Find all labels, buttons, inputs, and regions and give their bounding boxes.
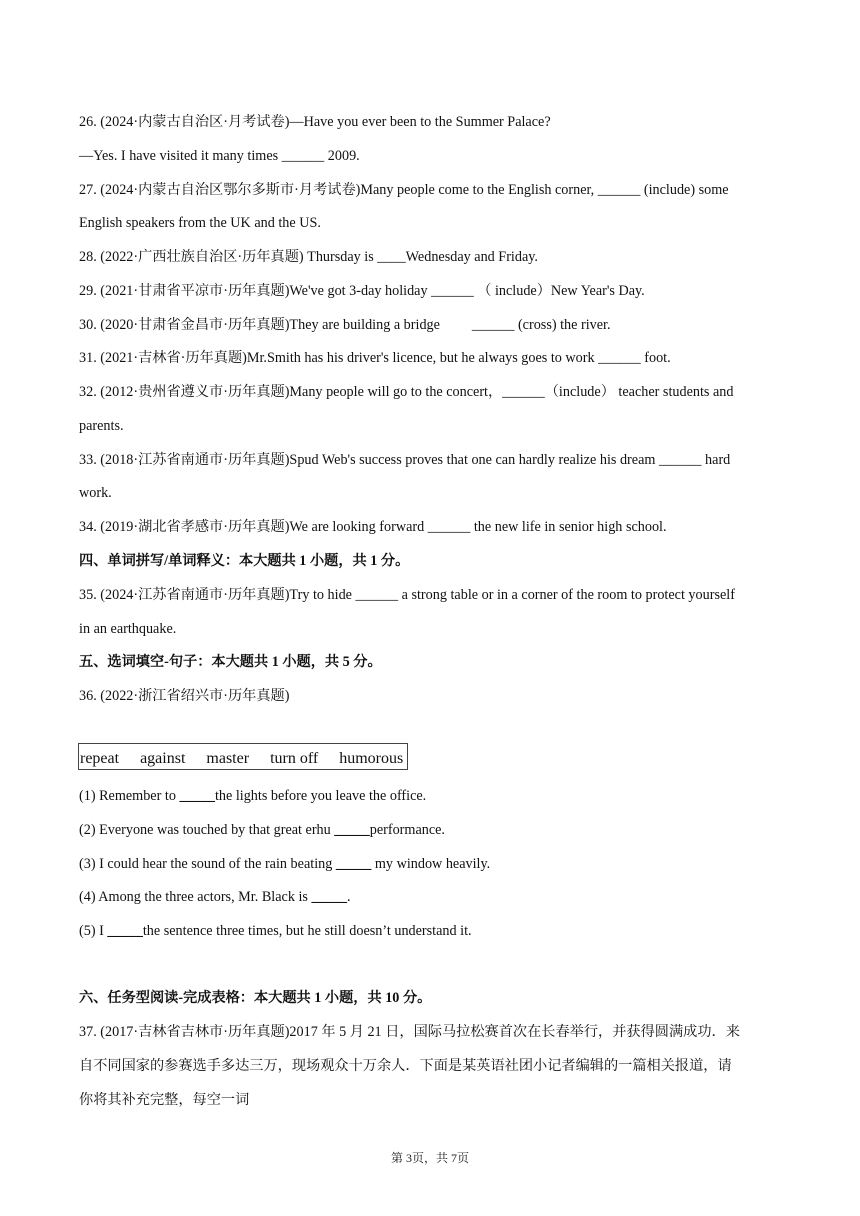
- question-37-line-1: 37. (2017·吉林省吉林市·历年真题)2017 年 5 月 21 日，国际马拉松赛首次在长春举行，并获得圆满成功．来: [79, 1024, 740, 1040]
- answer-blank: _____: [107, 923, 143, 939]
- question-36-item-1: (1) Remember to _____the lights before you leave the office.: [79, 788, 427, 804]
- question-30: 30. (2020·甘肃省金昌市·历年真题)They are building a bridge ______ (cross) the river.: [79, 317, 611, 333]
- page-footer: 第 3页，共 7页: [390, 1151, 469, 1165]
- word-bank-item: against: [140, 750, 186, 767]
- word-bank-item: turn off: [270, 750, 319, 767]
- question-36-item-2: (2) Everyone was touched by that great erhu _____performance.: [79, 822, 445, 838]
- question-36-source: 36. (2022·浙江省绍兴市·历年真题): [79, 688, 290, 704]
- question-27-line-1: 27. (2024·内蒙古自治区鄂尔多斯市·月考试卷)Many people come to the English corner, ______ (include) some: [79, 182, 729, 198]
- question-28: 28. (2022·广西壮族自治区·历年真题) Thursday is ____Wednesday and Friday.: [79, 249, 538, 265]
- question-36-item-3: (3) I could hear the sound of the rain beating _____ my window heavily.: [79, 856, 491, 872]
- section-6-heading: 六、任务型阅读-完成表格：本大题共 1 小题，共 10 分。: [79, 990, 432, 1006]
- question-26-line-2: —Yes. I have visited it many times ______ 2009.: [79, 148, 360, 164]
- answer-blank: _____: [334, 822, 370, 838]
- question-32-line-1: 32. (2012·贵州省遵义市·历年真题)Many people will go to the concert，______（include） teacher students and: [79, 384, 734, 400]
- question-37-line-3: 你将其补充完整，每空一词: [79, 1092, 250, 1108]
- answer-blank: _____: [335, 856, 372, 872]
- question-29: 29. (2021·甘肃省平凉市·历年真题)We've got 3-day holiday ______ （ include）New Year's Day.: [79, 283, 645, 299]
- word-bank-box: [78, 743, 408, 770]
- word-bank-item: humorous: [339, 750, 404, 767]
- question-31: 31. (2021·吉林省·历年真题)Mr.Smith has his driver's licence, but he always goes to work ______ foot.: [79, 350, 671, 366]
- question-35-line-1: 35. (2024·江苏省南通市·历年真题)Try to hide ______ a strong table or in a corner of the room to protect yourself: [79, 587, 735, 603]
- question-26-line-1: 26. (2024·内蒙古自治区·月考试卷)—Have you ever been to the Summer Palace?: [79, 114, 551, 130]
- answer-blank: _____: [311, 889, 347, 905]
- word-bank-item: master: [206, 750, 250, 767]
- section-5-heading: 五、选词填空-句子：本大题共 1 小题，共 5 分。: [79, 654, 382, 670]
- question-33-line-2: work.: [79, 485, 112, 501]
- word-bank-item: repeat: [80, 750, 120, 767]
- question-35-line-2: in an earthquake.: [79, 621, 177, 637]
- answer-blank: _____: [179, 788, 215, 804]
- question-34: 34. (2019·湖北省孝感市·历年真题)We are looking forward ______ the new life in senior high school.: [79, 519, 667, 535]
- question-27-line-2: English speakers from the UK and the US.: [79, 215, 321, 231]
- question-37-line-2: 自不同国家的参赛选手多达三万，现场观众十万余人．下面是某英语社团小记者编辑的一篇相关报道，请: [79, 1058, 732, 1074]
- section-4-heading: 四、单词拼写/单词释义：本大题共 1 小题，共 1 分。: [79, 553, 410, 569]
- question-32-line-2: parents.: [79, 418, 124, 434]
- question-33-line-1: 33. (2018·江苏省南通市·历年真题)Spud Web's success proves that one can hardly realize his dream ______ hard: [79, 452, 731, 468]
- question-36-item-4: (4) Among the three actors, Mr. Black is _____.: [79, 889, 351, 905]
- question-36-item-5: (5) I _____the sentence three times, but he still doesn’t understand it.: [79, 923, 472, 939]
